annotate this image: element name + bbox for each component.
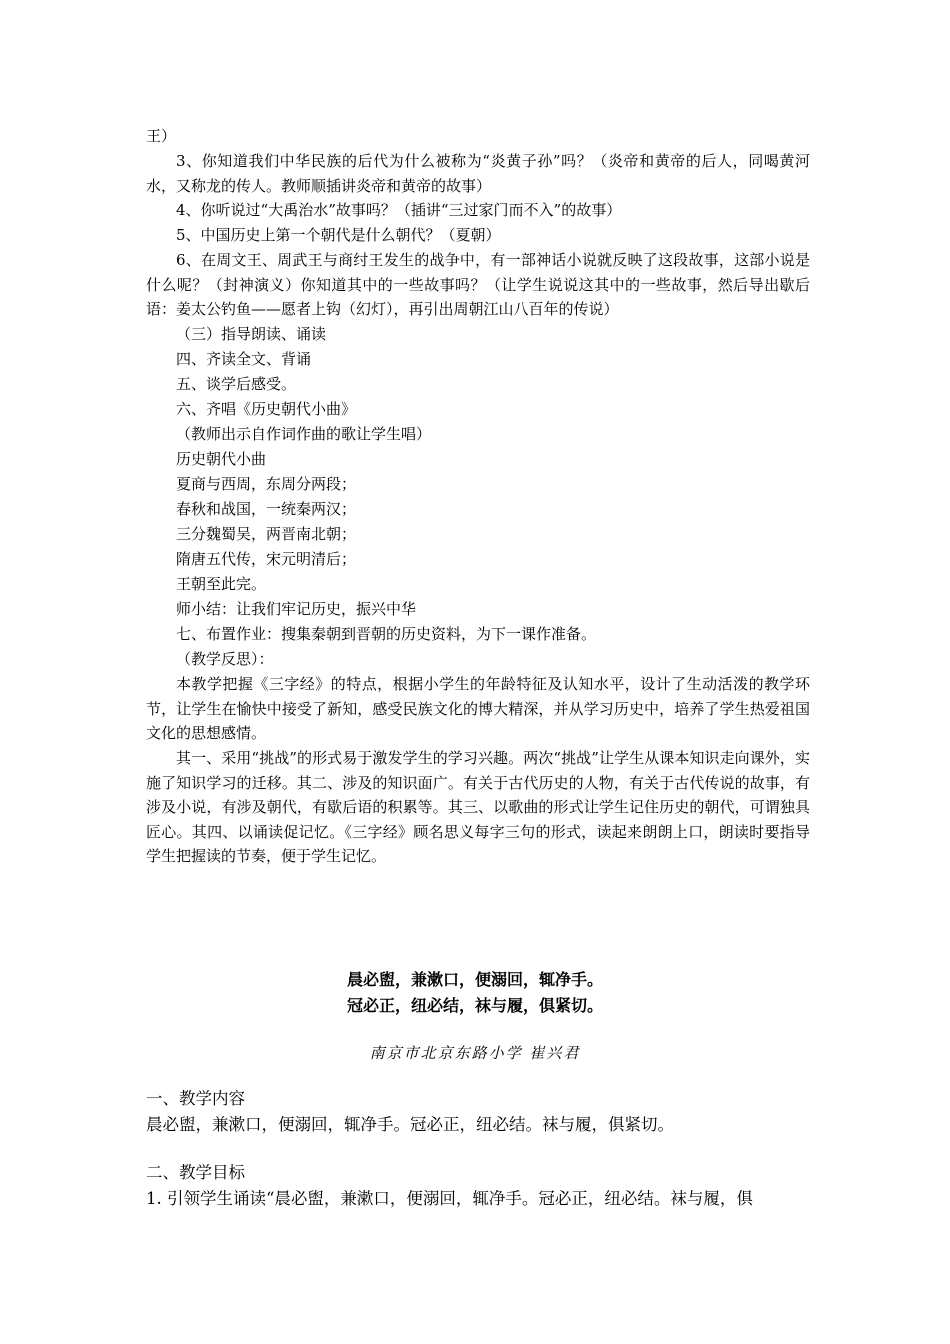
step-reflection: 五、谈学后感受。 [176, 375, 297, 393]
section-text-content: 晨必盥，兼漱口，便溺回，辄净手。冠必正，纽必结。袜与履，俱紧切。 [146, 1115, 674, 1134]
song-title: 历史朝代小曲 [176, 450, 267, 468]
teacher-summary: 师小结：让我们牢记历史，振兴中华 [176, 600, 417, 618]
reflection-paragraph-1: 本教学把握《三字经》的特点，根据小学生的年龄特征及认知水平，设计了生动活泼的教学环节，让学生在愉快中接受了新知，感受民族文化的博大精深，并从学习历史中，培养了学生热爱祖国文化的思想感情。 [146, 675, 810, 742]
lesson-title-line-1: 晨必盥，兼漱口，便溺回，辄净手。 [346, 970, 603, 989]
question-4: 4、你听说过“大禹治水”故事吗？（插讲“三过家门而不入”的故事） [176, 201, 622, 219]
paragraph-fragment: 王） [146, 127, 177, 145]
question-6: 6、在周文王、周武王与商纣王发生的战争中，有一部神话小说就反映了这段故事，这部小说是什么呢？（封神演义）你知道其中的一些故事吗？（让学生说说这其中的一些故事，然后导出歇后语：姜太公钓鱼——愿者上钩（幻灯），再引出周朝江山八百年的传说） [146, 251, 810, 318]
step-guided-reading: （三）指导朗读、诵读 [176, 325, 327, 343]
song-line: 三分魏蜀吴，两晋南北朝； [176, 525, 357, 543]
song-line: 夏商与西周，东周分两段； [176, 475, 357, 493]
song-line: 王朝至此完。 [176, 575, 267, 593]
song-line: 隋唐五代传，宋元明清后； [176, 550, 357, 568]
reflection-heading: （教学反思）： [176, 650, 274, 668]
question-3: 3、你知道我们中华民族的后代为什么被称为“炎黄子孙”吗？（炎帝和黄帝的后人，同喝黄河水，又称龙的传人。教师顺插讲炎帝和黄帝的故事） [146, 152, 810, 195]
teacher-note: （教师出示自作词作曲的歌让学生唱） [176, 425, 432, 443]
homework: 七、布置作业：搜集秦朝到晋朝的历史资料，为下一课作准备。 [176, 625, 597, 643]
section-heading-goals: 二、教学目标 [146, 1163, 245, 1182]
goal-item-1: 1. 引领学生诵读“晨必盥，兼漱口，便溺回，辄净手。冠必正，纽必结。袜与履，俱 [146, 1189, 753, 1208]
lesson-title-line-2: 冠必正，纽必结，袜与履，俱紧切。 [346, 996, 603, 1015]
step-sing: 六、齐唱《历史朝代小曲》 [176, 400, 357, 418]
author-line: 南京市北京东路小学 崔兴君 [369, 1044, 581, 1062]
song-line: 春秋和战国，一统秦两汉； [176, 500, 357, 518]
question-5: 5、中国历史上第一个朝代是什么朝代？（夏朝） [176, 226, 501, 244]
section-heading-content: 一、教学内容 [146, 1089, 245, 1108]
step-recite: 四、齐读全文、背诵 [176, 350, 312, 368]
reflection-paragraph-2: 其一、采用“挑战”的形式易于激发学生的学习兴趣。两次“挑战”让学生从课本知识走向课外，实施了知识学习的迁移。其二、涉及的知识面广。有关于古代历史的人物，有关于古代传说的故事，有涉及小说，有涉及朝代，有歇后语的积累等。其三、以歌曲的形式让学生记住历史的朝代，可谓独具匠心。其四、以诵读促记忆。《三字经》顾名思义每字三句的形式，读起来朗朗上口，朗读时要指导学生把握读的节奏，便于学生记忆。 [146, 749, 810, 865]
